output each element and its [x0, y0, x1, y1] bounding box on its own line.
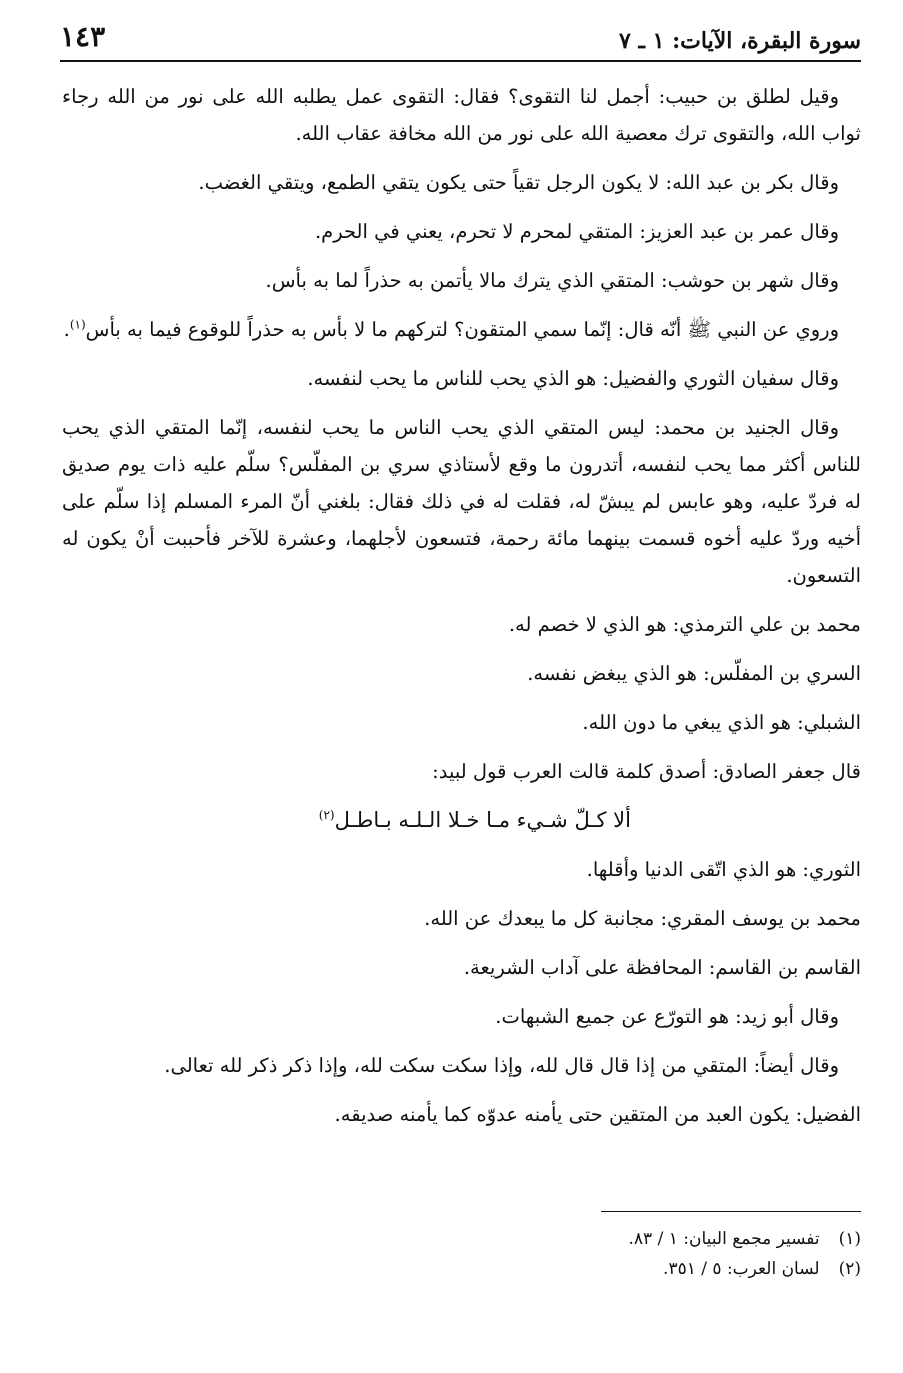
paragraph-text: وروي عن النبي ﷺ أنّه قال: إنّما سمي المتقون؟ لتركهم ما لا بأس به حذراً للوقوع فيما به بأس — [85, 318, 839, 341]
paragraph: محمد بن علي الترمذي: هو الذي لا خصم له. — [508, 613, 861, 636]
paragraph: محمد بن يوسف المقري: مجانبة كل ما يبعدك عن الله. — [424, 907, 861, 930]
paragraph: الثوري: هو الذي اتّقى الدنيا وأقلها. — [586, 858, 861, 881]
footnote — [60, 1224, 861, 1254]
paragraph: وقال الجنيد بن محمد: ليس المتقي الذي يحب الناس ما يحب لنفسه، إنّما المتقي الذي يحب للناس أكثر مما يحب لنفسه، أتدرون ما وقع لأستاذي سري بن المفلّس؟ سلّم عليه ذات يوم صديق له فردّ عليه، وهو عابس لم يبشّ له، فقلت له في ذلك فقال: بلغني أنّ المرء المسلم إذا سلّم على أخيه وردّ عليه أخوه قسمت بينهما مائة رحمة، فتسعون لأجلهما، وعشرة للآخر فأحببت أنْ يكون له التسعون. — [62, 416, 861, 587]
footnote — [60, 1254, 861, 1284]
footnotes — [60, 1224, 861, 1284]
poem-verse — [62, 802, 861, 839]
paragraph: القاسم بن القاسم: المحافظة على آداب الشريعة. — [463, 956, 861, 979]
paragraph: الفضيل: يكون العبد من المتقين حتى يأمنه عدوّه كما يأمنه صديقه. — [334, 1103, 861, 1126]
paragraph: قال جعفر الصادق: أصدق كلمة قالت العرب قول لبيد: — [432, 760, 861, 783]
paragraph: وقال أيضاً: المتقي من إذا قال قال لله، وإذا سكت سكت لله، وإذا ذكر ذكر لله تعالى. — [164, 1054, 839, 1077]
body-text — [62, 78, 861, 1145]
footnote-text: تفسير مجمع البيان: ١ / ٨٣. — [628, 1229, 820, 1249]
paragraph: وقال سفيان الثوري والفضيل: هو الذي يحب للناس ما يحب لنفسه. — [307, 367, 839, 390]
paragraph: وقال أبو زيد: هو التورّع عن جميع الشبهات. — [495, 1005, 839, 1028]
footnote-ref: (١) — [69, 317, 86, 332]
footnote-text: لسان العرب: ٥ / ٣٥١. — [663, 1259, 820, 1279]
paragraph: السري بن المفلّس: هو الذي يبغض نفسه. — [527, 662, 861, 685]
paragraph-with-footnote: وروي عن النبي ﷺ أنّه قال: إنّما سمي المتقون؟ لتركهم ما لا بأس به حذراً للوقوع فيما به بأس$^{(١)}$. — [63, 317, 839, 341]
footnote-marker: (٢) — [838, 1259, 861, 1279]
footnote-divider — [601, 1211, 861, 1212]
verse-text: ألا كـلّ شـيء مـا خـلا الـلـه بـاطـل — [334, 808, 631, 832]
page-number: ١٤٣ — [60, 20, 106, 53]
paragraph: الشبلي: هو الذي يبغي ما دون الله. — [582, 711, 861, 734]
paragraph: وقال شهر بن حوشب: المتقي الذي يترك مالا يأتمن به حذراً لما به بأس. — [265, 269, 839, 292]
chapter-title: سورة البقرة، الآيات: ١ ـ ٧ — [618, 28, 861, 54]
page-header — [60, 20, 861, 62]
paragraph: وقال عمر بن عبد العزيز: المتقي لمحرم لا تحرم، يعني في الحرم. — [314, 220, 839, 243]
footnote-marker: (١) — [838, 1229, 861, 1249]
paragraph: وقال بكر بن عبد الله: لا يكون الرجل تقياً حتى يكون يتقي الطمع، ويتقي الغضب. — [198, 171, 839, 194]
footnote-ref: (٢) — [318, 808, 335, 822]
paragraph: وقيل لطلق بن حبيب: أجمل لنا التقوى؟ فقال: التقوى عمل يطلبه الله على نور من الله رجاء ثواب الله، والتقوى ترك معصية الله على نور من الله مخافة عقاب الله. — [62, 85, 861, 145]
